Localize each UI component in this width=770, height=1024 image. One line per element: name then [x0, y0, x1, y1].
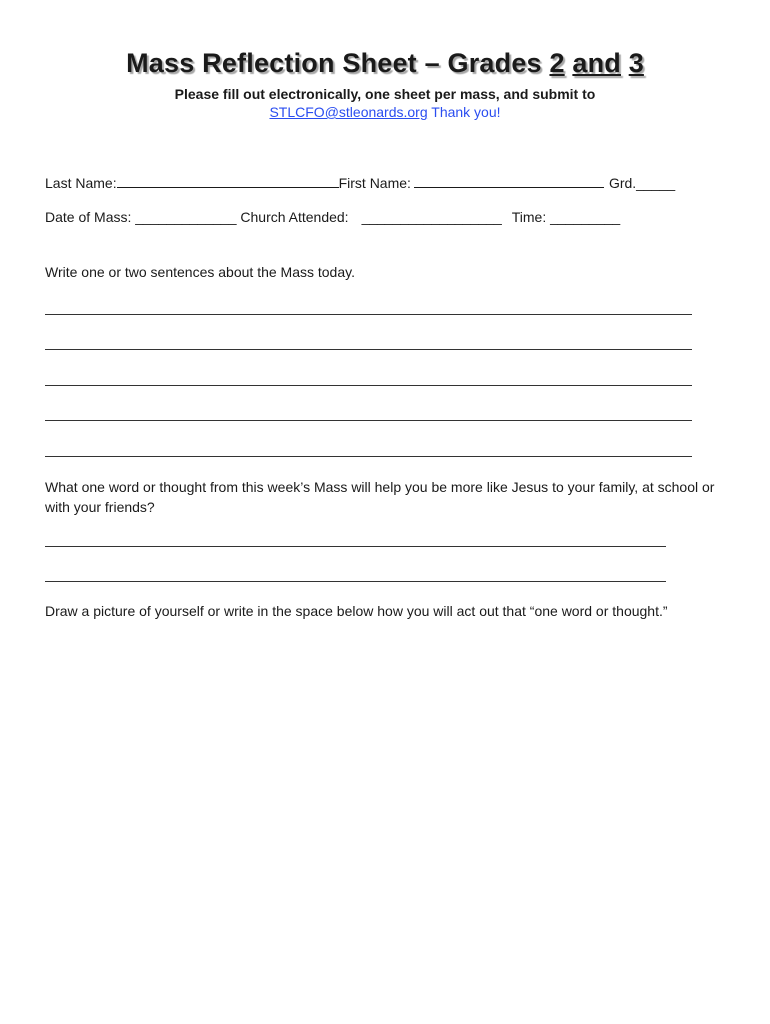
- last-name-field[interactable]: [117, 173, 339, 188]
- last-name-label: Last Name:: [45, 175, 117, 191]
- grade-field[interactable]: _____: [636, 175, 676, 191]
- drawing-area[interactable]: [45, 630, 725, 1000]
- answer-line-3[interactable]: [45, 385, 692, 386]
- time-label: Time:: [511, 209, 551, 225]
- answer-line-5[interactable]: [45, 456, 692, 457]
- answer-line-7[interactable]: [45, 581, 666, 582]
- date-field[interactable]: _____________: [135, 209, 237, 225]
- title-and: and: [572, 48, 621, 78]
- answer-line-1[interactable]: [45, 314, 692, 315]
- church-field[interactable]: __________________: [361, 209, 502, 225]
- title-grade-2: 2: [549, 48, 565, 78]
- first-name-label: First Name:: [338, 175, 411, 191]
- email-link[interactable]: STLCFO@stleonards.org: [269, 104, 428, 120]
- answer-line-6[interactable]: [45, 546, 666, 547]
- answer-line-2[interactable]: [45, 349, 692, 350]
- title-grade-3: 3: [628, 48, 644, 78]
- contact-line: [0, 104, 770, 120]
- page-title: [0, 48, 770, 79]
- instructions-text: Please fill out electronically, one sheet per mass, and submit to: [174, 86, 596, 102]
- first-name-field[interactable]: [414, 173, 604, 188]
- name-row: [45, 173, 675, 191]
- title-space-2: [621, 48, 629, 78]
- mass-info-row: [45, 209, 620, 225]
- thanks-text: Thank you!: [427, 104, 501, 120]
- answer-line-4[interactable]: [45, 420, 692, 421]
- title-text: Mass Reflection Sheet – Grades: [126, 48, 550, 78]
- question-3: Draw a picture of yourself or write in the space below how you will act out that “one word or thought.”: [45, 603, 668, 619]
- question-2: What one word or thought from this week’s Mass will help you be more like Jesus to your family, at school or with your friends?: [45, 479, 715, 515]
- church-label: Church Attended:: [236, 209, 349, 225]
- date-label: Date of Mass:: [45, 209, 136, 225]
- time-field[interactable]: _________: [550, 209, 621, 225]
- grade-label: Grd.: [608, 175, 637, 191]
- question-1: Write one or two sentences about the Mass today.: [45, 264, 355, 280]
